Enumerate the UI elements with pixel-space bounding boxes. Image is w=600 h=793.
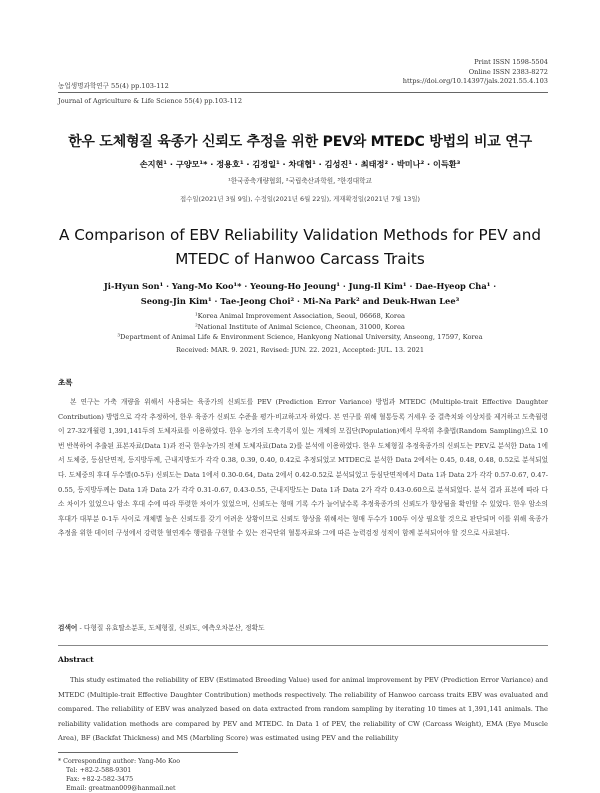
affiliations-english	[40, 311, 560, 343]
issn-block	[403, 58, 548, 87]
email-address[interactable]: Email: greatman009@hanmail.net	[66, 785, 176, 792]
keywords-list: - 다형질 유효딸소분포, 도체형질, 신뢰도, 예측오차분산, 정확도	[77, 624, 265, 632]
affiliations-korean: ¹한국종축개량협회, ²국립축산과학원, ³한경대학교	[228, 177, 372, 185]
authors-english-line2: Seong-Jin Kim¹ · Tae-Jeong Choi² · Mi-Na Park² and Deuk-Hwan Lee³	[140, 296, 460, 306]
footnote	[58, 757, 180, 793]
authors-english	[40, 279, 560, 309]
authors-english-line1: Ji-Hyun Son¹ · Yang-Mo Koo¹* · Yeoung-Ho Jeoung¹ · Jung-Il Kim¹ · Dae-Hyeop Cha¹ ·	[103, 281, 497, 291]
title-english	[40, 223, 560, 271]
doi-link[interactable]: https://doi.org/10.14397/jals.2021.55.4.103	[402, 77, 548, 86]
footnote-divider	[58, 752, 238, 753]
abstract-ko-body: 본 연구는 가축 개량을 위해서 사용되는 육종가의 신뢰도를 PEV (Prediction Error Variance) 방법과 MTEDC (Multiple-trait Effective Daughter Contribution) 방법으로 각각 추정하여, 한우 육종가 신뢰도 수준을 평가·비교하고자 하였다. 본 연구를 위해 혈통등록 거세우 중 결측치와 이상치를 제거하고 도축월령이 27-32개월령 1,391,141두의 도체자료를 이용하였다. 한우 농가의 도축기록이 있는 개체의 모집단(Population)에서 무작위 추출법(Random Sampling)으로 10번 반복하여 추출된 표본자료(Data 1)과 전국 한우농가의 전체 도체자료(Data 2)를 분석에 이용하였다. 한우 도체형질 추정육종가의 신뢰도는 PEV로 분석한 Data 1에서 도체중, 등심단면적, 등지방두께, 근내지방도가 각각 0.38, 0.39, 0.40, 0.42로 추정되었고 MTDEC로 분석한 Data 2에서는 0.45, 0.48, 0.48, 0.52로 분석되었다. 도체중의 후대 두수별(0-5두) 신뢰도는 Data 1에서 0.30-0.64, Data 2에서 0.42-0.52로 분석되었고 등심단면적에서 Data 1과 Data 2가 각각 0.57-0.67, 0.47-0.55, 등지방두께는 Data 1과 Data 2가 각각 0.31-0.67, 0.43-0.55, 근내지방도는 Data 1과 Data 2가 각각 0.43-0.60으로 분석되었다. 분석 결과 표본에 따라 다소 차이가 있었으나 암소 후대 수에 따라 뚜렷한 차이가 있었으며, 신뢰도는 형매 기록 수가 늘어날수록 추정육종가의 신뢰도가 향상됨을 확인할 수 있었다. 한우 암소의 후대가 대부분 0-1두 사이로 개체별 높은 신뢰도를 갖기 어려운 상황이므로 신뢰도 향상을 위해서는 형매 두수가 100두 이상 필요할 것으로 판단되며 이를 위해 육종가 추정을 위한 데이터 구성에서 강력한 혈연계수 행렬을 구현할 수 있는 전국단위 혈통자료와 그에 따른 능력검정 성적이 함께 분석되어야 할 것으로 사료된다.	[58, 398, 548, 538]
running-title-ko: 농업생명과학연구 55(4) pp.103-112	[58, 82, 169, 90]
running-title-en: Journal of Agriculture & Life Science 55(4) pp.103-112	[58, 97, 243, 105]
online-issn: Online ISSN 2383-8272	[468, 67, 548, 76]
title-english-line2: MTEDC of Hanwoo Carcass Traits	[175, 250, 425, 268]
phone-number: Tel: +82-2-588-9301	[66, 767, 132, 774]
fax-number: Fax: +82-2-582-3475	[66, 776, 134, 783]
affiliation-1: ¹Korea Animal Improvement Association, Seoul, 06668, Korea	[194, 312, 406, 320]
print-issn: Print ISSN 1598-5504	[474, 58, 548, 66]
section-divider	[58, 645, 548, 646]
corresponding-author: * Corresponding author: Yang-Mo Koo	[58, 758, 181, 765]
abstract-en-body: This study estimated the reliability of EBV (Estimated Breeding Value) used for animal improvement by PEV (Prediction Error Variance) and MTEDC (Multiple-trait Effective Daughter Contribution) methods respectively. The reliability of Hanwoo carcass traits EBV was evaluated and compared. The reliability of EBV was analyzed based on data extracted from random sampling by iterating 10 times at 1,391,141 animals. The reliability validation methods are compared by PEV and MTEDC. In Data 1 of PEV, the reliability of CW (Carcass Weight), EMA (Eye Muscle Area), BF (Backfat Thickness) and MS (Marbling Score) was estimated using PEV and the reliability	[58, 676, 548, 743]
abstract-ko-heading: 초록	[58, 378, 73, 387]
title-korean: 한우 도체형질 육종가 신뢰도 추정을 위한 PEV와 MTEDC 방법의 비교 연구	[68, 134, 532, 150]
dates-english: Received: MAR. 9. 2021, Revised: JUN. 22. 2021, Accepted: JUL. 13. 2021	[175, 346, 425, 354]
affiliation-2: ²National Institute of Animal Science, Cheonan, 31000, Korea	[195, 322, 405, 331]
authors-korean: 손지현¹ · 구양모¹* · 정용호¹ · 김정일¹ · 차대협¹ · 김성진¹ · 최태정² · 박미나² · 이득환³	[139, 159, 461, 169]
keywords	[58, 622, 548, 632]
keywords-label: 검색어	[58, 624, 78, 632]
header-divider	[58, 92, 548, 93]
dates-korean: 접수일(2021년 3월 9일), 수정일(2021년 6월 22일), 게재확정일(2021년 7월 13일)	[179, 195, 421, 203]
title-english-line1: A Comparison of EBV Reliability Validation Methods for PEV and	[58, 226, 542, 244]
affiliation-3: ³Department of Animal Life & Environment Science, Hankyong National University, Anseong, 17597, Korea	[117, 333, 483, 342]
abstract-en-heading: Abstract	[58, 655, 94, 664]
